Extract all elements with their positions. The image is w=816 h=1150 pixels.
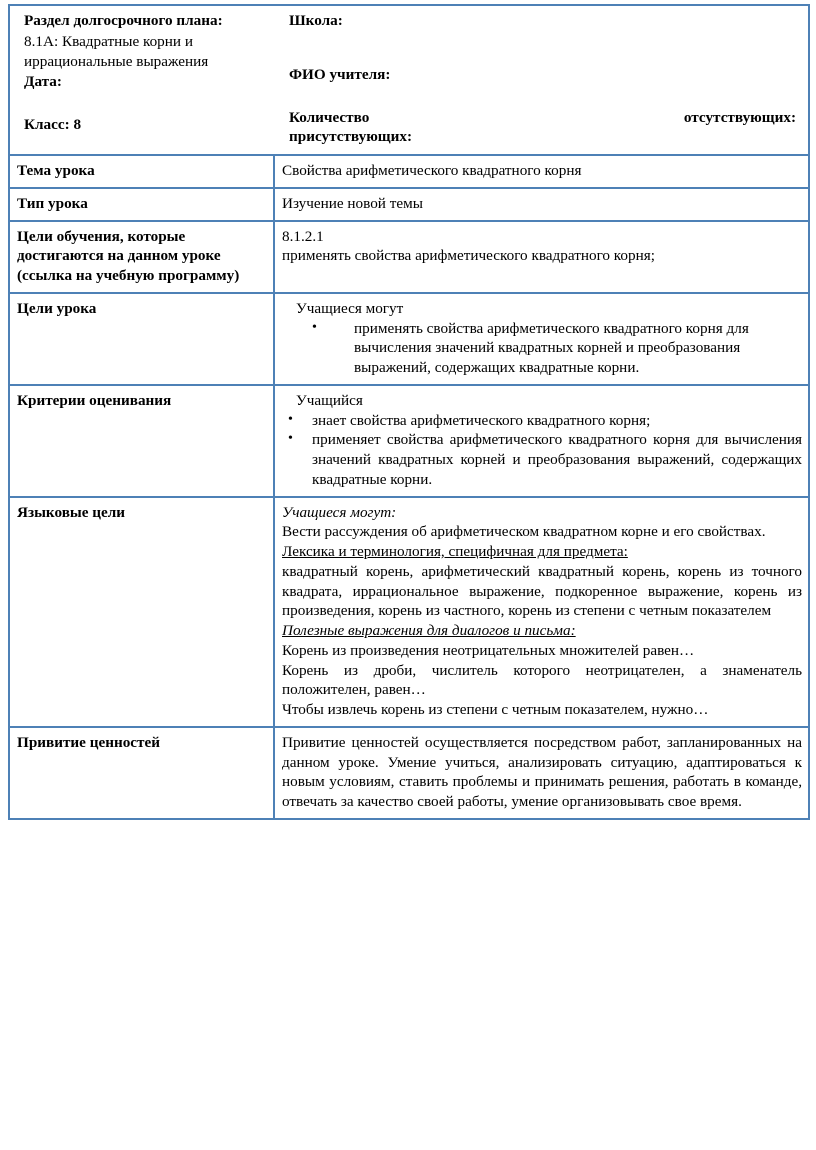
class-label: Класс: 8: [24, 116, 82, 133]
values-text: Привитие ценностей осуществляется посредством работ, запланированных на данном уроке. Умение учиться, анализировать ситуацию, адаптироваться к новым условиям, ставить проблемы и принимать решения, работать в команде, отвечать за качество своей работы, умение организовывать свое время.: [282, 733, 803, 810]
learning-objectives-label-cell: [9, 221, 274, 293]
topic-value: Свойства арифметического квадратного корня: [282, 162, 582, 179]
learning-objectives-text: применять свойства арифметического квадратного корня;: [282, 247, 655, 265]
assessment-criteria-intro: Учащийся: [296, 391, 363, 409]
absent-label: отсутствующих:: [683, 108, 797, 126]
lesson-objectives-intro: Учащиеся могут: [296, 299, 404, 317]
lesson-type-value: Изучение новой темы: [282, 194, 423, 212]
attendance-row: [289, 108, 796, 128]
count-label: Количество: [289, 108, 370, 126]
table-row-topic: [9, 155, 809, 188]
header-right-spacer-1: [289, 32, 796, 54]
phrase-item: Корень из дроби, числитель которого неотрицателен, а знаменатель положителен, равен…: [282, 661, 803, 699]
table-row-language-objectives: [9, 497, 809, 727]
list-item: • знает свойства арифметического квадратного корня;: [282, 411, 802, 431]
lesson-plan-table: [8, 4, 810, 820]
topic-label-cell: [9, 155, 274, 188]
phrase-item: Чтобы извлечь корень из степени с четным показателем, нужно…: [282, 701, 709, 718]
header-right-spacer-2: [289, 54, 796, 65]
section-value: 8.1A: Квадратные корни и иррациональные выражения: [24, 32, 209, 70]
language-objectives-intro: Учащиеся могут:: [282, 503, 397, 521]
table-row-values: [9, 727, 809, 819]
assessment-criteria-list: [282, 411, 802, 490]
vocabulary-text: квадратный корень, арифметический квадратный корень, корень из точного квадрата, иррациональное выражение, подкоренное выражение, корень из произведения, корень из частного, корень из степени с четным показателем: [282, 562, 803, 620]
learning-objectives-value-cell: [274, 221, 809, 293]
table-row-header: [9, 5, 809, 155]
language-objectives-label-cell: [9, 497, 274, 727]
assessment-criteria-value-cell: [274, 385, 809, 497]
teacher-label: ФИО учителя:: [289, 65, 391, 83]
values-label: Привитие ценностей: [17, 733, 160, 751]
header-left-column: [17, 11, 282, 148]
date-label: Дата:: [24, 73, 62, 91]
vocabulary-heading: Лексика и терминология, специфичная для предмета:: [282, 543, 628, 560]
table-row-lesson-type: [9, 188, 809, 221]
learning-objectives-label: Цели обучения, которые достигаются на данном уроке (ссылка на учебную программу): [17, 227, 240, 284]
values-value-cell: [274, 727, 809, 819]
values-label-cell: [9, 727, 274, 819]
present-label: присутствующих:: [289, 128, 413, 146]
phrases-heading: Полезные выражения для диалогов и письма:: [282, 622, 576, 639]
lesson-objectives-value-cell: [274, 293, 809, 385]
topic-label: Тема урока: [17, 162, 95, 179]
header-cell: [9, 5, 809, 155]
header-right-spacer-3: [289, 86, 796, 108]
table-row-assessment-criteria: [9, 385, 809, 497]
lesson-type-value-cell: [274, 188, 809, 221]
lesson-type-label-cell: [9, 188, 274, 221]
list-item: • применяет свойства арифметического квадратного корня для вычисления значений квадратных корней и преобразования выражений, содержащих квадратные корни.: [282, 430, 802, 489]
phrase-item: Корень из произведения неотрицательных множителей равен…: [282, 641, 695, 659]
lesson-type-label: Тип урока: [17, 194, 88, 212]
language-objectives-value-cell: [274, 497, 809, 727]
list-item: • применять свойства арифметического квадратного корня для вычисления значений квадратных корней и преобразования выражений, содержащих квадратные корни.: [282, 319, 802, 378]
lesson-objectives-list: [282, 319, 802, 378]
lesson-objectives-label: Цели урока: [17, 299, 97, 317]
learning-objectives-code: 8.1.2.1: [282, 227, 324, 245]
school-label: Школа:: [289, 12, 343, 29]
header-right-column: [282, 11, 802, 148]
table-row-lesson-objectives: [9, 293, 809, 385]
header-left-spacer: [24, 93, 274, 115]
language-objectives-label: Языковые цели: [17, 503, 126, 521]
topic-value-cell: [274, 155, 809, 188]
assessment-criteria-label-cell: [9, 385, 274, 497]
language-objectives-statement: Вести рассуждения об арифметическом квадратном корне и его свойствах.: [282, 523, 766, 541]
assessment-criteria-label: Критерии оценивания: [17, 391, 172, 409]
table-row-learning-objectives: [9, 221, 809, 293]
section-label: Раздел долгосрочного плана:: [24, 12, 223, 29]
lesson-objectives-label-cell: [9, 293, 274, 385]
